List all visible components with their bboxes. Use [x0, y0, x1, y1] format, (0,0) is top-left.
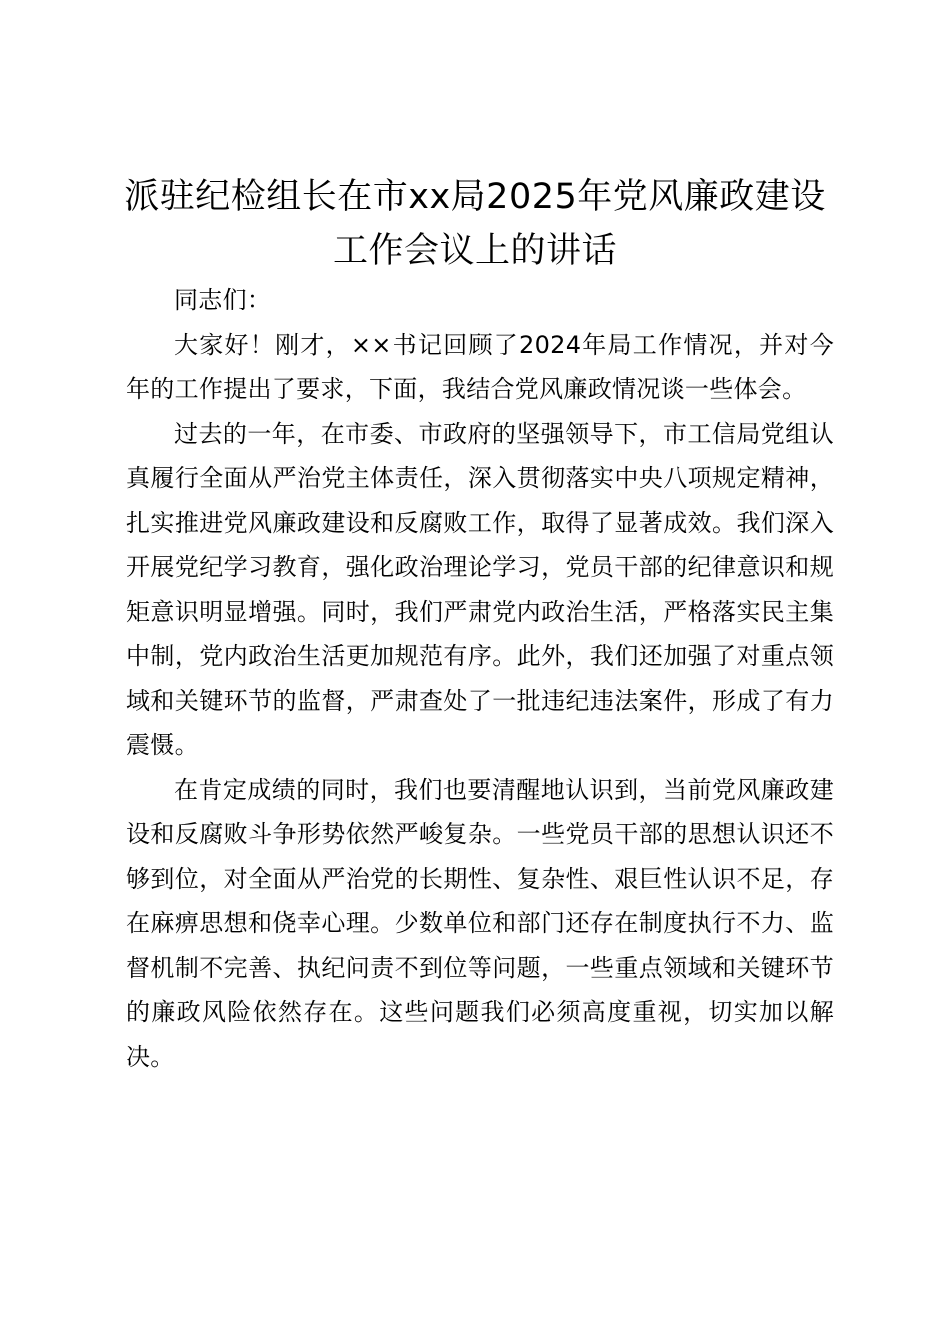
paragraph-1: 大家好！刚才，××书记回顾了2024年局工作情况，并对今年的工作提出了要求，下面，我结合党风廉政情况谈一些体会。 — [126, 330, 834, 403]
paragraph-3: 在肯定成绩的同时，我们也要清醒地认识到，当前党风廉政建设和反腐败斗争形势依然严峻复杂。一些党员干部的思想认识还不够到位，对全面从严治党的长期性、复杂性、艰巨性认识不足，存在麻痹思想和侥幸心理。少数单位和部门还存在制度执行不力、监督机制不完善、执纪问责不到位等问题，一些重点领域和关键环节的廉政风险依然存在。这些问题我们必须高度重视，切实加以解决。 — [126, 775, 834, 1071]
greeting: 同志们： — [174, 286, 272, 314]
document-title: 派驻纪检组长在市xx局2025年党风廉政建设工作会议上的讲话 — [124, 177, 826, 271]
paragraph-2: 过去的一年，在市委、市政府的坚强领导下，市工信局党组认真履行全面从严治党主体责任，深入贯彻落实中央八项规定精神，扎实推进党风廉政建设和反腐败工作，取得了显著成效。我们深入开展党纪学习教育，强化政治理论学习，党员干部的纪律意识和规矩意识明显增强。同时，我们严肃党内政治生活，严格落实民主集中制，党内政治生活更加规范有序。此外，我们还加强了对重点领域和关键环节的监督，严肃查处了一批违纪违法案件，形成了有力震慑。 — [126, 419, 834, 759]
document-body — [126, 278, 834, 1079]
